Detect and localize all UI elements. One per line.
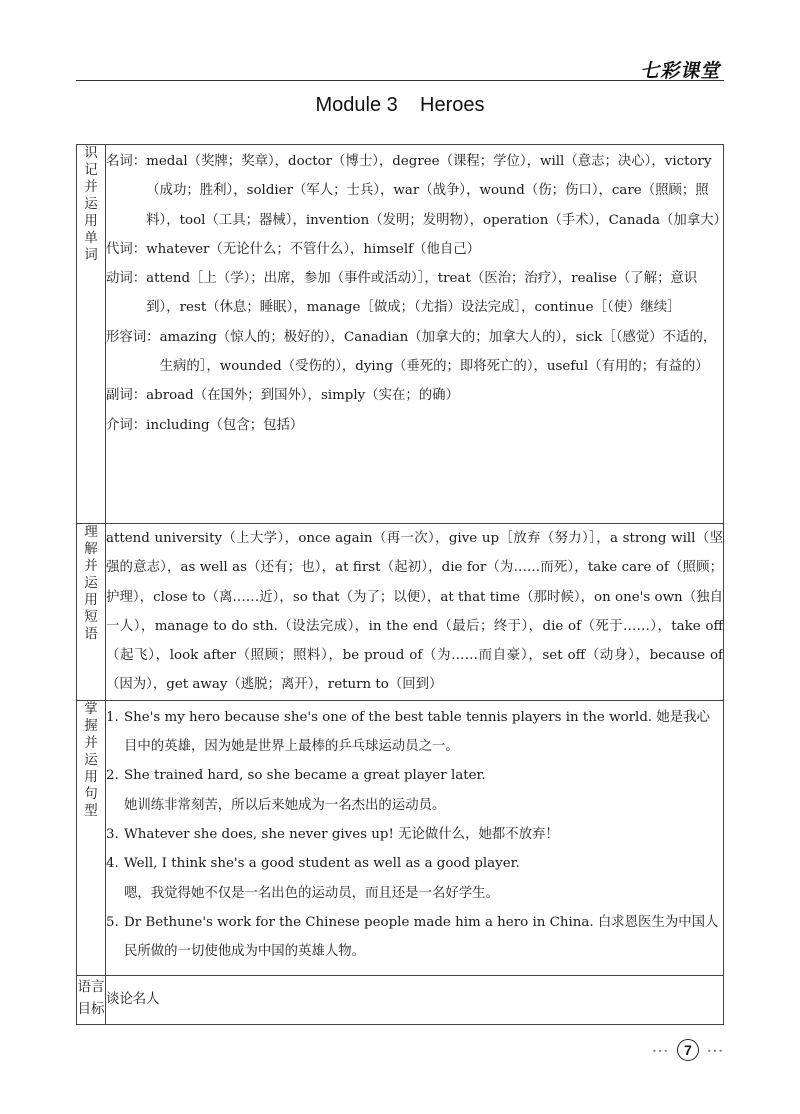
section-label-sentences: 掌握并运用句型 <box>77 700 106 975</box>
vocab-category: 介词： <box>106 417 147 433</box>
sentence-text: Dr Bethune's work for the Chinese people made him a hero in China. 白求恩医生为中国人民所做的一切使他成为中国的英雄人物。 <box>124 914 719 960</box>
vocab-entry <box>106 323 723 382</box>
vocab-row <box>77 145 724 524</box>
vocab-words: amazing（惊人的；极好的），Canadian（加拿大的；加拿大人的），sick［（感觉）不适的，生病的］，wounded（受伤的），dying（垂死的；即将死亡的），useful（有用的；有益的） <box>159 329 717 375</box>
sentence-item <box>106 849 723 908</box>
vocab-category: 代词： <box>106 241 147 257</box>
sentence-number: 1. <box>106 709 119 725</box>
brand-logo: 七彩课堂 <box>639 60 725 82</box>
page-title: Module 3 Heroes <box>315 94 485 116</box>
phrases-row <box>77 524 724 701</box>
pager-dots-right: ••• <box>706 1047 724 1056</box>
vocab-words: including（包含；包括） <box>146 417 304 433</box>
vocab-category: 动词： <box>106 271 147 287</box>
vocab-words: attend［上（学）；出席，参加（事件或活动）］，treat（医治；治疗），realise（了解；意识到），rest（休息；睡眠），manage［做成；（尤指）设法完成］，continue［（使）继续］ <box>146 271 698 316</box>
vocab-entry <box>106 411 723 440</box>
sentence-text: Well, I think she's a good student as well as a good player. <box>124 856 520 872</box>
sentence-translation: 嗯，我觉得她不仅是一名出色的运动员，而且还是一名好学生。 <box>124 885 499 901</box>
sentence-item <box>106 908 723 967</box>
sentence-item <box>106 703 723 762</box>
header-rule <box>76 80 724 81</box>
vocab-entry <box>106 147 727 235</box>
sentence-item <box>106 761 723 820</box>
vocab-category: 名词： <box>106 154 147 169</box>
vocab-category: 形容词： <box>106 329 160 345</box>
vocab-entry <box>106 235 723 264</box>
sentence-text: She trained hard, so she became a great player later. <box>124 768 486 784</box>
section-label-goal: 语言目标 <box>77 975 106 1024</box>
vocab-words: medal（奖牌；奖章），doctor（博士），degree（课程；学位），will（意志；决心），victory（成功；胜利），soldier（军人；士兵），war（战争），wound（伤；伤口），care（照顾；照料），tool（工具；器械），invention（发明；发明物），operation（手术），Canada（加拿大） <box>146 154 727 228</box>
sentences-content <box>106 700 724 975</box>
goal-content: 谈论名人 <box>106 975 724 1024</box>
phrases-content: attend university（上大学），once again（再一次），give up［放弃（努力）］，a strong will（坚强的意志），as well as（还有；也），at first（起初），die for（为……而死），take care of（照顾；护理），close to（离……近），so that（为了；以便），at that time（那时候），on one's own（独自一人），manage to do sth.（设法完成），in the end（最后；终于），die of（死于……），take off（起飞），look after（照顾；照料），be proud of（为……而自豪），set off（动身），because of（因为），get away（逃脱；离开），return to（回到） <box>106 524 724 701</box>
sentences-row <box>77 700 724 975</box>
sentence-number: 2. <box>106 768 119 784</box>
vocab-entry <box>106 381 723 410</box>
vocab-words: whatever（无论什么；不管什么），himself（他自己） <box>146 241 481 257</box>
sentence-number: 5. <box>106 914 119 930</box>
goal-row <box>77 975 724 1024</box>
page-number: 7 <box>677 1039 699 1061</box>
section-label-phrases: 理解并运用短语 <box>77 524 106 701</box>
sentence-number: 4. <box>106 856 119 872</box>
sentence-text: Whatever she does, she never gives up! 无论做什么，她都不放弃！ <box>124 826 559 842</box>
vocab-category: 副词： <box>106 388 147 404</box>
module-table <box>76 144 727 1025</box>
vocab-words: abroad（在国外；到国外），simply（实在；的确） <box>146 388 459 404</box>
vocab-content <box>106 145 727 524</box>
vocab-entry <box>106 264 723 323</box>
pager-dots-left: ••• <box>652 1047 670 1056</box>
sentence-text: She's my hero because she's one of the best table tennis players in the world. 她是我心目中的英雄，因为她是世界上最棒的乒乓球运动员之一。 <box>124 709 710 755</box>
section-label-vocab: 识记并运用单词 <box>77 145 106 524</box>
sentence-number: 3. <box>106 826 119 842</box>
sentence-translation: 她训练非常刻苦，所以后来她成为一名杰出的运动员。 <box>124 797 446 813</box>
page-number-badge <box>648 1039 728 1063</box>
sentence-item <box>106 820 723 849</box>
